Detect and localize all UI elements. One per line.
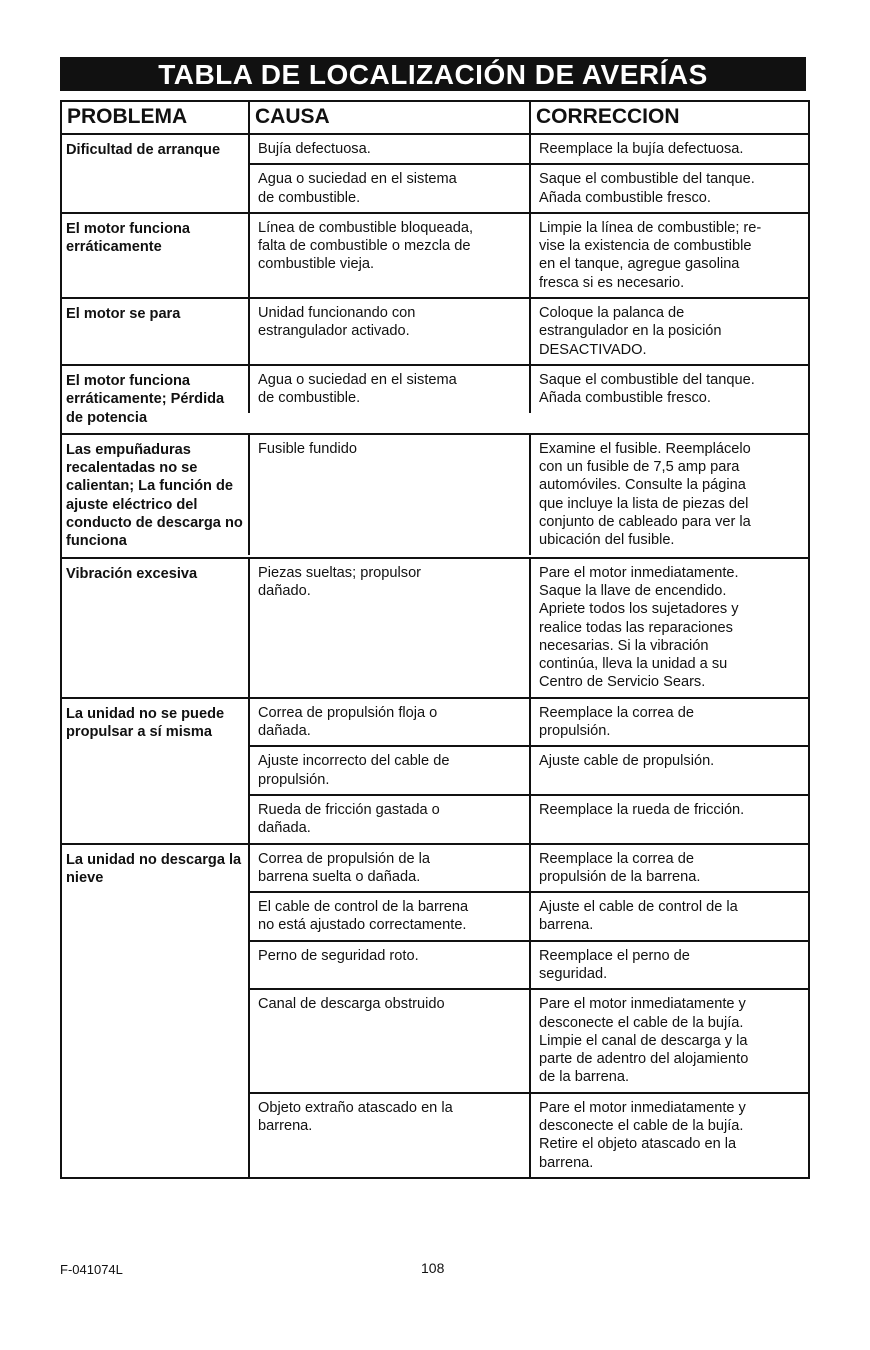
correction-cell: Ajuste el cable de control de la barrena.	[529, 893, 808, 940]
cause-correction-row	[248, 940, 808, 989]
table-row	[62, 699, 808, 845]
correction-cell: Pare el motor inmediatamente. Saque la llave de encendido. Apriete todos los sujetadores y realice todas las reparaciones necesarias. Si la vibración continúa, lleva la unidad a su Centro de Servicio Sears.	[529, 559, 808, 697]
cause-correction-row	[248, 699, 808, 746]
table-body	[62, 135, 808, 1177]
problem-cell: Vibración excesiva	[66, 565, 198, 582]
problem-cell: El motor funciona erráticamente; Pérdida de potencia	[66, 372, 225, 426]
correction-cell: Reemplace el perno de seguridad.	[529, 942, 808, 989]
cause-cell: Unidad funcionando con estrangulador activado.	[248, 299, 529, 364]
table-row	[62, 435, 808, 559]
table-row	[62, 214, 808, 299]
problem-cell: Dificultad de arranque	[66, 142, 221, 158]
cause-correction-group	[248, 559, 808, 697]
correction-cell: Saque el combustible del tanque. Añada combustible fresco.	[529, 366, 808, 413]
problem-cell: El motor se para	[66, 306, 181, 323]
cause-correction-row	[248, 745, 808, 794]
cause-cell: Piezas sueltas; propulsor dañado.	[248, 559, 529, 697]
cause-correction-row	[248, 845, 808, 892]
correction-cell: Pare el motor inmediatamente y desconecte el cable de la bujía. Retire el objeto atascado en la barrena.	[529, 1094, 808, 1177]
troubleshooting-table	[60, 100, 810, 1179]
correction-cell: Reemplace la correa de propulsión.	[529, 699, 808, 746]
cause-correction-row	[248, 135, 808, 163]
cause-correction-row	[248, 794, 808, 843]
correction-cell: Reemplace la bujía defectuosa.	[529, 135, 808, 163]
cause-cell: Correa de propulsión de la barrena suelta o dañada.	[248, 845, 529, 892]
cause-correction-group	[248, 435, 808, 557]
correction-cell: Examine el fusible. Reemplácelo con un fusible de 7,5 amp para automóviles. Consulte la página que incluye la lista de piezas del conjunto de cableado para ver la ubicación del fusible.	[529, 435, 808, 555]
cause-cell: Bujía defectuosa.	[248, 135, 529, 163]
cause-cell: El cable de control de la barrena no está ajustado correctamente.	[248, 893, 529, 940]
table-row	[62, 559, 808, 699]
header-problema: PROBLEMA	[67, 105, 188, 128]
cause-correction-group	[248, 299, 808, 364]
header-causa: CAUSA	[248, 102, 529, 133]
cause-correction-row	[248, 366, 808, 413]
cause-correction-row	[248, 435, 808, 555]
cause-correction-group	[248, 699, 808, 843]
cause-cell: Correa de propulsión floja o dañada.	[248, 699, 529, 746]
cause-correction-group	[248, 366, 808, 433]
problem-cell: La unidad no se puede propulsar a sí misma	[66, 705, 225, 741]
document-code: F-041074L	[60, 1262, 123, 1277]
cause-correction-group	[248, 214, 808, 297]
header-correccion: CORRECCION	[529, 102, 808, 133]
cause-cell: Agua o suciedad en el sistema de combustible.	[248, 366, 529, 413]
correction-cell: Saque el combustible del tanque. Añada combustible fresco.	[529, 165, 808, 212]
table-row	[62, 845, 808, 1177]
cause-cell: Fusible fundido	[248, 435, 529, 555]
correction-cell: Ajuste cable de propulsión.	[529, 747, 808, 794]
cause-correction-row	[248, 214, 808, 297]
cause-cell: Línea de combustible bloqueada, falta de combustible o mezcla de combustible vieja.	[248, 214, 529, 297]
cause-correction-row	[248, 1092, 808, 1177]
cause-cell: Objeto extraño atascado en la barrena.	[248, 1094, 529, 1177]
table-row	[62, 366, 808, 435]
correction-cell: Reemplace la correa de propulsión de la barrena.	[529, 845, 808, 892]
problem-cell: Las empuñaduras recalentadas no se calientan; La función de ajuste eléctrico del conducto de descarga no funciona	[66, 441, 243, 550]
cause-cell: Ajuste incorrecto del cable de propulsión.	[248, 747, 529, 794]
cause-cell: Agua o suciedad en el sistema de combustible.	[248, 165, 529, 212]
cause-cell: Rueda de fricción gastada o dañada.	[248, 796, 529, 843]
problem-cell: El motor funciona erráticamente	[66, 220, 191, 256]
correction-cell: Reemplace la rueda de fricción.	[529, 796, 808, 843]
cause-correction-row	[248, 299, 808, 364]
cause-correction-row	[248, 891, 808, 940]
cause-cell: Canal de descarga obstruido	[248, 990, 529, 1091]
cause-correction-row	[248, 988, 808, 1091]
page-number: 108	[421, 1260, 445, 1276]
cause-cell: Perno de seguridad roto.	[248, 942, 529, 989]
correction-cell: Coloque la palanca de estrangulador en la posición DESACTIVADO.	[529, 299, 808, 364]
table-row	[62, 299, 808, 366]
table-row	[62, 135, 808, 214]
cause-correction-group	[248, 845, 808, 1177]
table-header-row	[62, 102, 808, 135]
cause-correction-row	[248, 559, 808, 697]
correction-cell: Limpie la línea de combustible; re- vise la existencia de combustible en el tanque, agregue gasolina fresca si es necesario.	[529, 214, 808, 297]
cause-correction-row	[248, 163, 808, 212]
problem-cell: La unidad no descarga la nieve	[66, 851, 242, 886]
page-title: TABLA DE LOCALIZACIÓN DE AVERÍAS	[60, 57, 806, 91]
correction-cell: Pare el motor inmediatamente y desconecte el cable de la bujía. Limpie el canal de descarga y la parte de adentro del alojamiento de la barrena.	[529, 990, 808, 1091]
cause-correction-group	[248, 135, 808, 212]
